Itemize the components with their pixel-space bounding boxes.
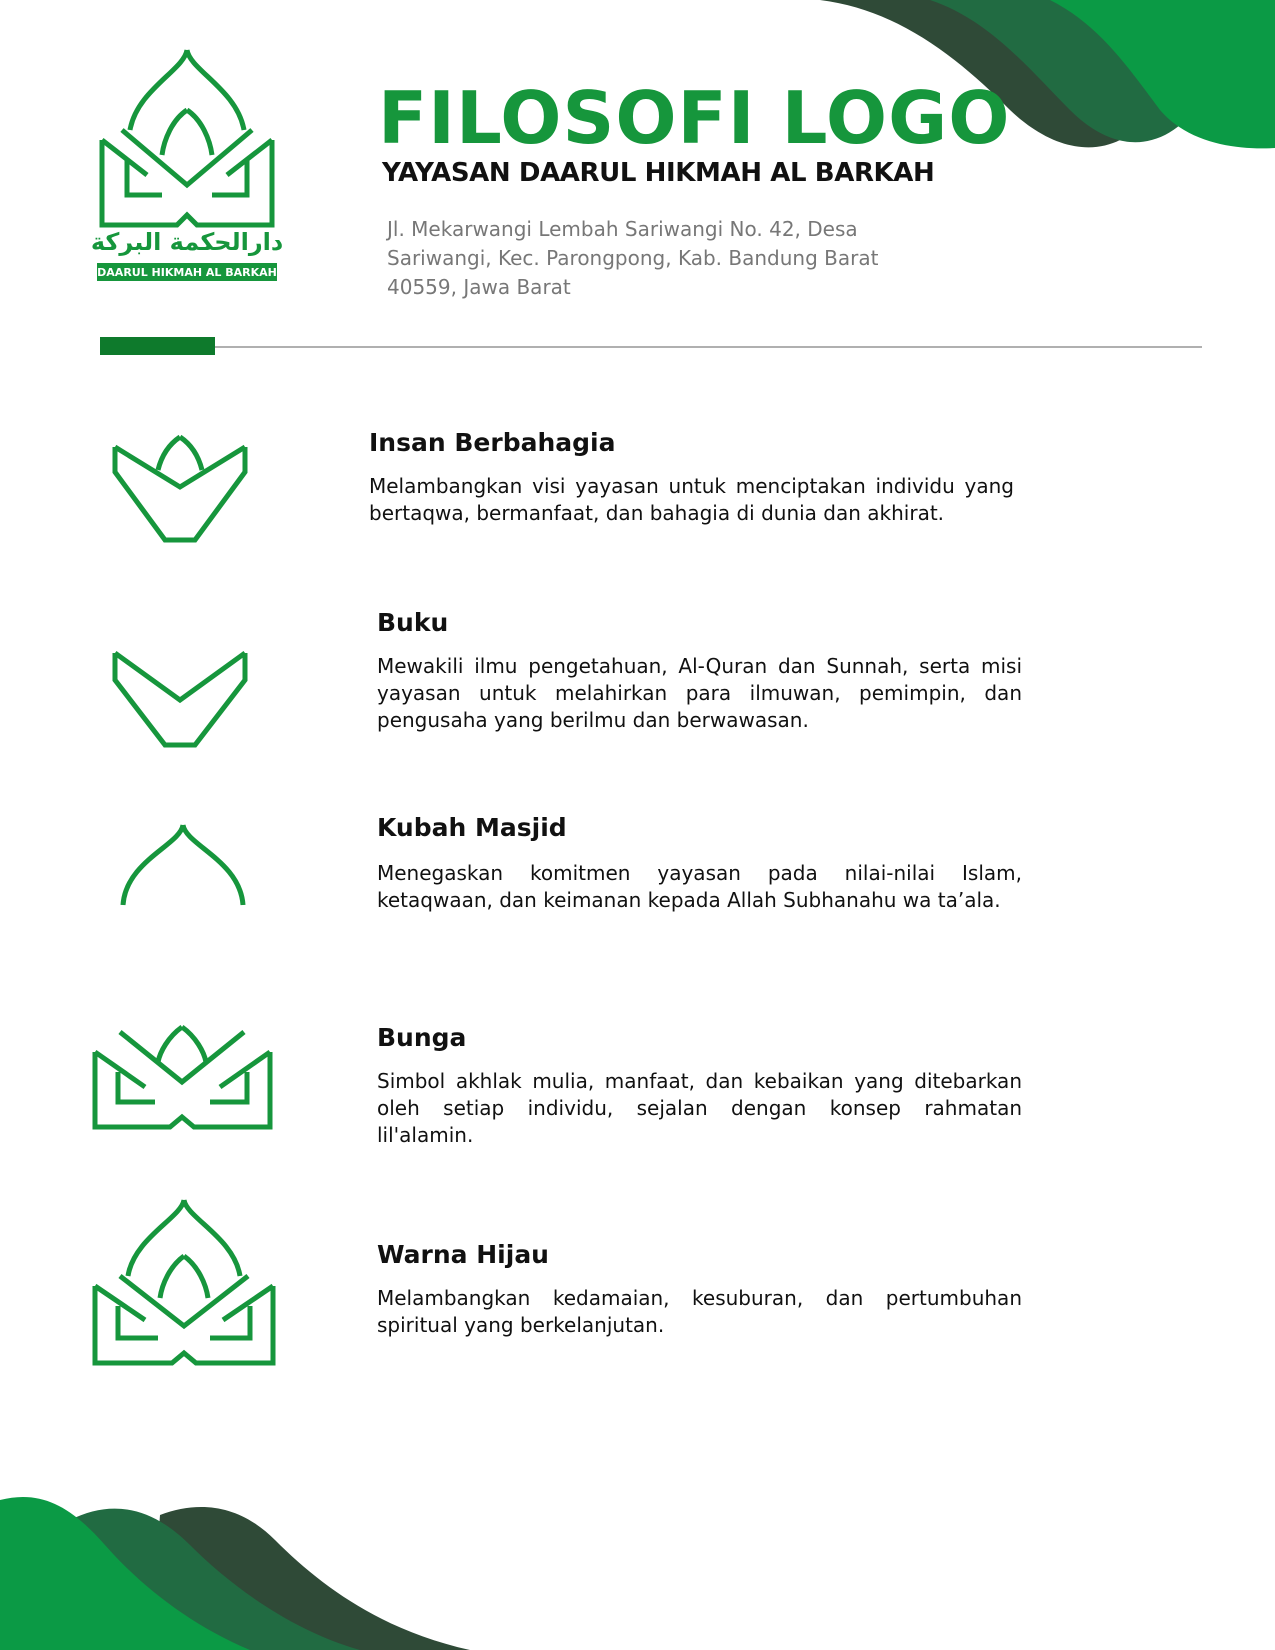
item-title-buku: Buku [377,608,449,637]
book-icon [110,645,250,754]
page-title: FILOSOFI LOGO [378,76,1011,160]
flower-icon [90,1022,275,1136]
address-text: Jl. Mekarwangi Lembah Sariwangi No. 42, Desa Sariwangi, Kec. Parongpong, Kab. Bandung Barat 40559, Jawa Barat [387,217,879,299]
item-title-warna-hijau: Warna Hijau [377,1240,549,1269]
item-desc-warna-hijau: Melambangkan kedamaian, kesuburan, dan pertumbuhan spiritual yang berkelanjutan. [377,1286,1022,1337]
mosque-flower-book-emblem [92,45,282,285]
header-accent-bar [100,337,215,355]
item-title-kubah-masjid: Kubah Masjid [377,813,567,842]
foundation-logo [92,45,282,285]
foundation-name: YAYASAN DAARUL HIKMAH AL BARKAH [382,158,935,188]
item-desc-buku: Mewakili ilmu pengetahuan, Al-Quran dan Sunnah, serta misi yayasan untuk melahirkan para ilmuwan, pemimpin, dan pengusaha yang berilmu dan berwawasan. [377,654,1022,732]
item-desc-insan-berbahagia: Melambangkan visi yayasan untuk menciptakan individu yang bertaqwa, bermanfaat, dan bahagia di dunia dan akhirat. [369,474,1014,525]
header-divider [215,346,1202,348]
item-desc-kubah-masjid: Menegaskan komitmen yayasan pada nilai-nilai Islam, ketaqwaan, dan keimanan kepada Allah Subhanahu wa ta’ala. [377,861,1022,912]
item-title-bunga: Bunga [377,1023,467,1052]
logo-arabic-text: دارالحكمة البركة [92,228,282,256]
item-desc-bunga: Simbol akhlak mulia, manfaat, dan kebaikan yang ditebarkan oleh setiap individu, sejalan dengan konsep rahmatan lil'alamin. [377,1069,1022,1147]
bottom-left-wave-decoration [0,1490,470,1650]
mosque-dome-icon [118,823,248,912]
logo-latin-text: DAARUL HIKMAH AL BARKAH [97,266,277,279]
happy-person-icon [110,432,250,548]
full-logo-icon [90,1198,278,1372]
item-title-insan-berbahagia: Insan Berbahagia [369,428,616,457]
